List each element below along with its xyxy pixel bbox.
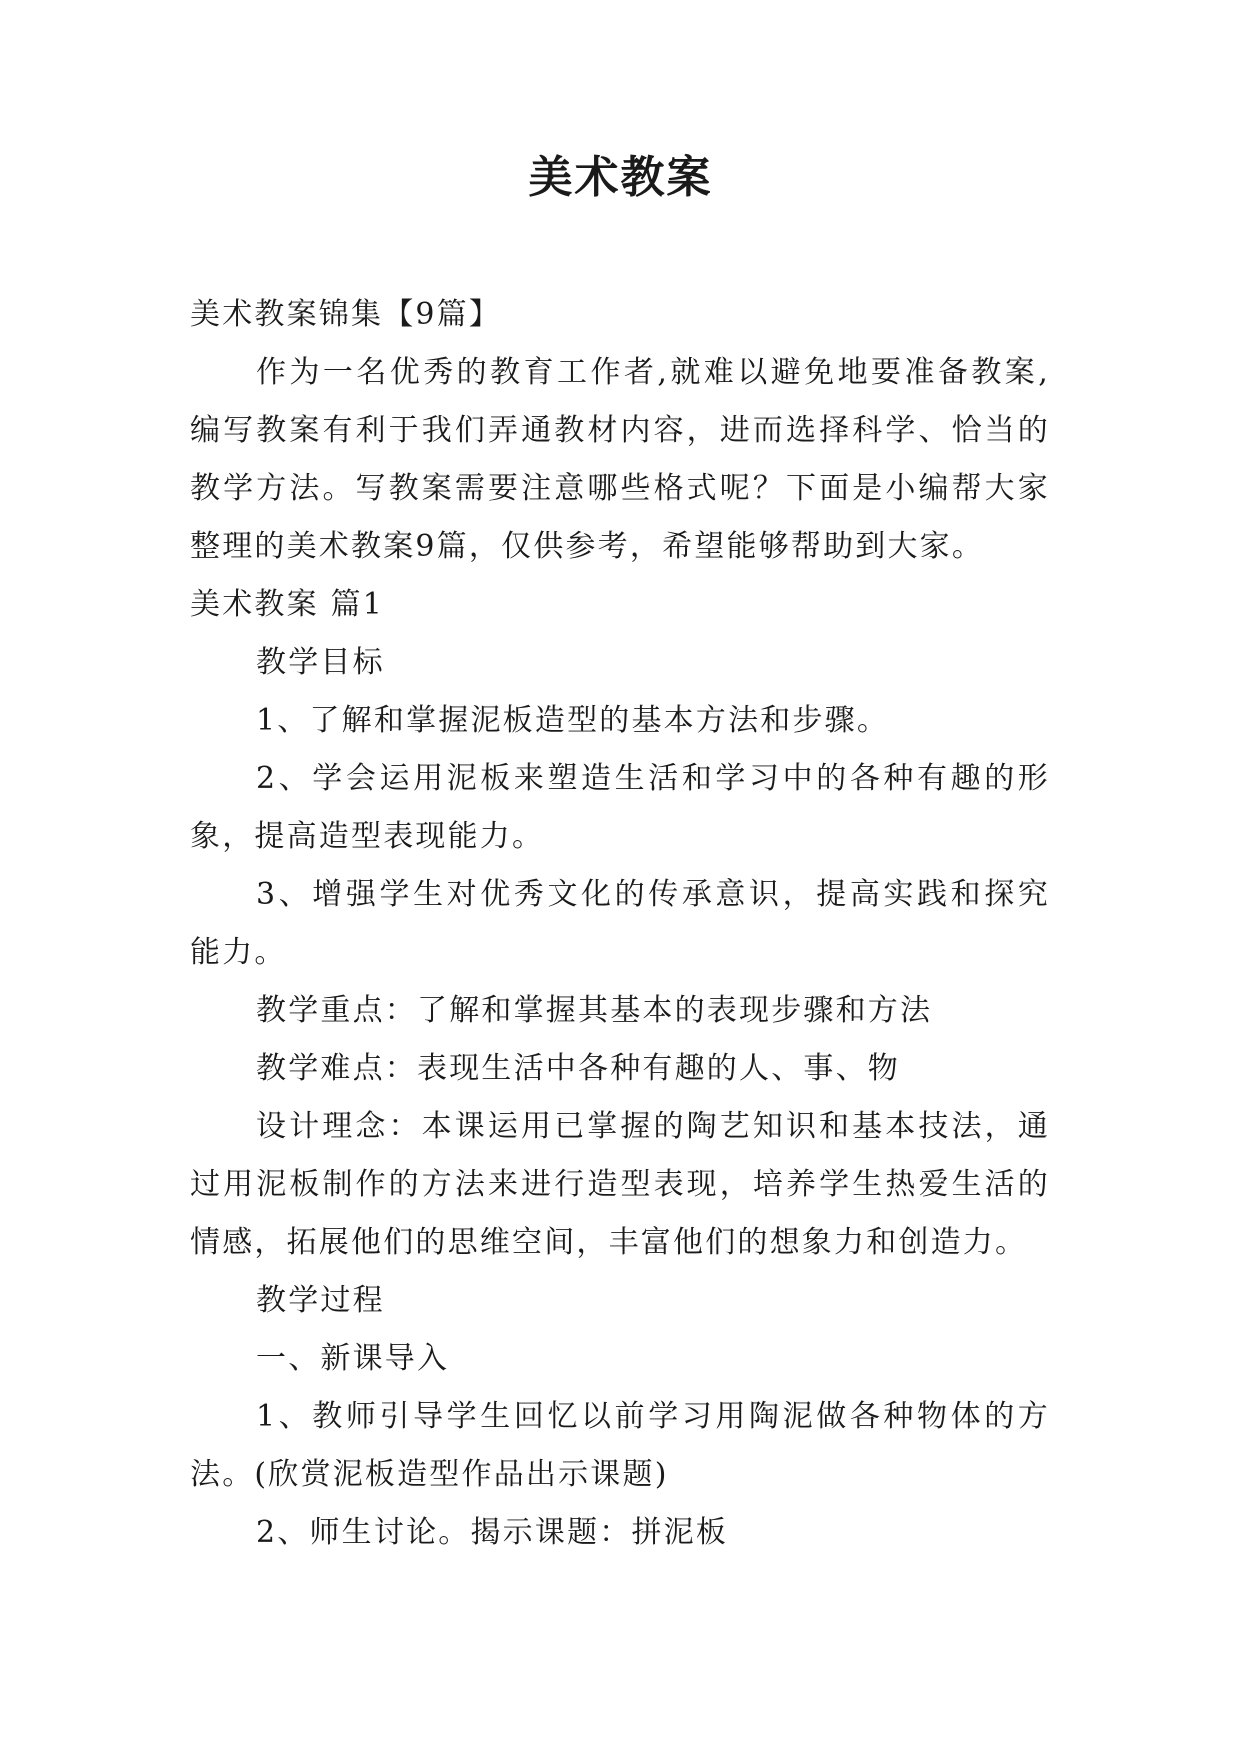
teaching-focus: 教学重点：了解和掌握其基本的表现步骤和方法 [256, 993, 933, 1028]
step-item: 1、教师引导学生回忆以前学习用陶泥做各种物体的方法。(欣赏泥板造型作品出示课题) [190, 1399, 1050, 1492]
document-body [190, 286, 1050, 1562]
teaching-goals-heading: 教学目标 [256, 645, 385, 680]
intro-paragraph: 作为一名优秀的教育工作者,就难以避免地要准备教案,编写教案有利于我们弄通教材内容，进而选择科学、恰当的教学方法。写教案需要注意哪些格式呢？下面是小编帮大家整理的美术教案9篇，仅供参考，希望能够帮助到大家。 [190, 355, 1050, 564]
design-concept: 设计理念：本课运用已掌握的陶艺知识和基本技法，通过用泥板制作的方法来进行造型表现，培养学生热爱生活的情感，拓展他们的思维空间，丰富他们的想象力和创造力。 [190, 1109, 1050, 1260]
teaching-difficulty: 教学难点：表现生活中各种有趣的人、事、物 [256, 1051, 900, 1086]
collection-heading: 美术教案锦集【9篇】 [190, 297, 502, 332]
goal-item: 3、增强学生对优秀文化的传承意识，提高实践和探究能力。 [190, 877, 1050, 970]
teaching-process-heading: 教学过程 [256, 1283, 385, 1318]
document-title: 美术教案 [528, 152, 713, 203]
step-item: 2、师生讨论。揭示课题：拼泥板 [256, 1515, 729, 1550]
goal-item: 2、学会运用泥板来塑造生活和学习中的各种有趣的形象，提高造型表现能力。 [190, 761, 1050, 854]
section-heading: 美术教案 篇1 [190, 587, 385, 622]
goal-item: 1、了解和掌握泥板造型的基本方法和步骤。 [256, 703, 890, 738]
step-heading: 一、新课导入 [256, 1341, 450, 1376]
